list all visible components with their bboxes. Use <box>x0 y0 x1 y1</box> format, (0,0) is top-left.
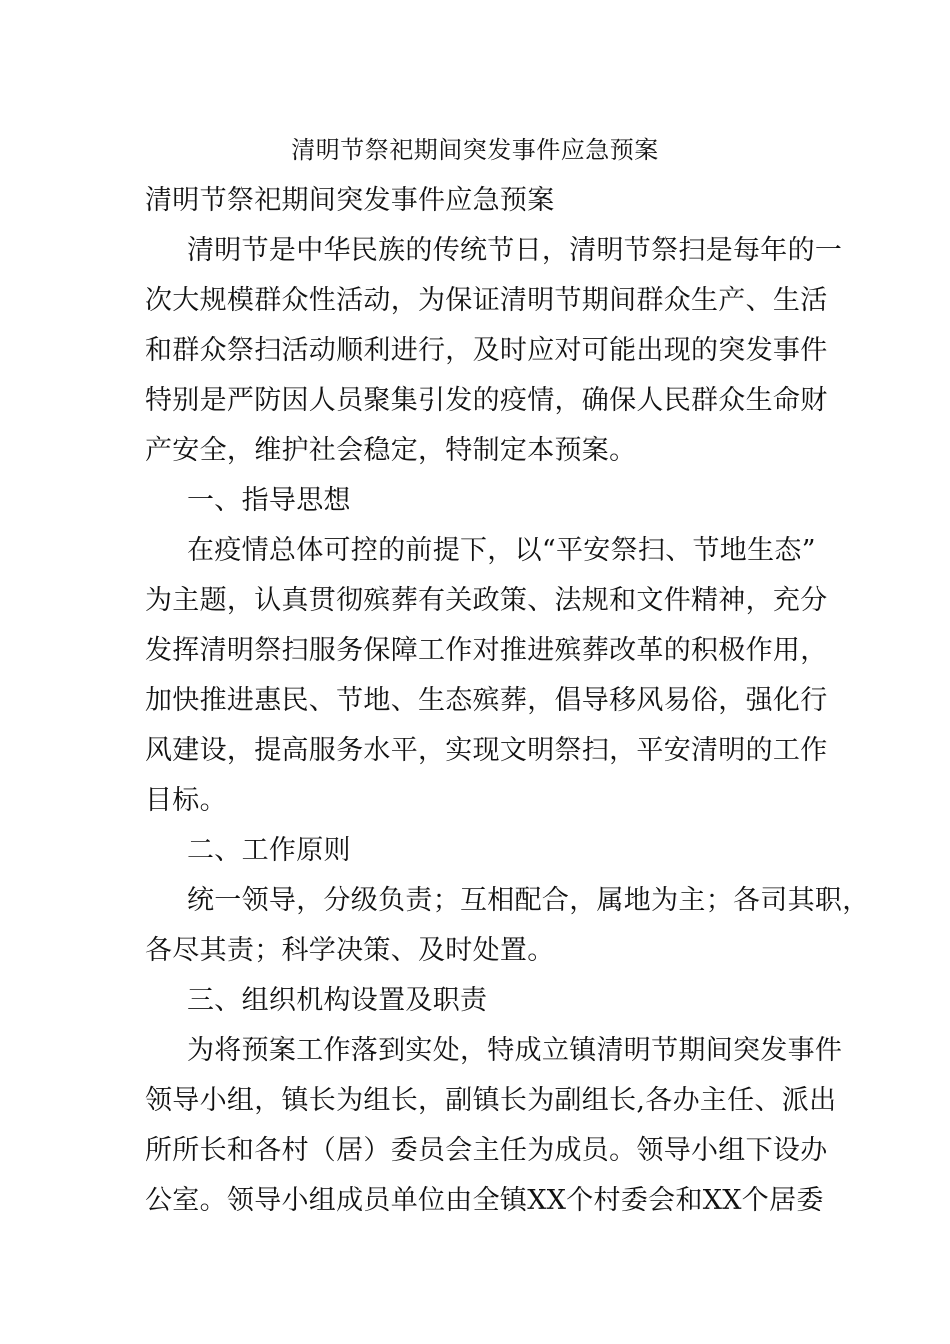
paragraph-line: 公室。领导小组成员单位由全镇XX个村委会和XX个居委 <box>145 1185 824 1216</box>
paragraph-line: 产安全，维护社会稳定，特制定本预案。 <box>145 435 637 466</box>
paragraph-line: 清明节是中华民族的传统节日，清明节祭扫是每年的一 <box>187 235 843 266</box>
document-title: 清明节祭祀期间突发事件应急预案 <box>291 136 659 164</box>
paragraph-line: 发挥清明祭扫服务保障工作对推进殡葬改革的积极作用， <box>145 635 828 666</box>
section-heading: 三、组织机构设置及职责 <box>187 985 488 1016</box>
paragraph-line: 领导小组，镇长为组长，副镇长为副组长,各办主任、派出 <box>145 1085 837 1116</box>
paragraph-line: 在疫情总体可控的前提下，以“平安祭扫、节地生态” <box>187 535 816 566</box>
subtitle-line: 清明节祭祀期间突发事件应急预案 <box>145 185 555 216</box>
paragraph-line: 为主题，认真贯彻殡葬有关政策、法规和文件精神，充分 <box>145 585 828 616</box>
paragraph-line: 统一领导，分级负责；互相配合，属地为主；各司其职， <box>187 885 870 916</box>
paragraph-line: 目标。 <box>145 785 227 816</box>
paragraph-line: 特别是严防因人员聚集引发的疫情，确保人民群众生命财 <box>145 385 828 416</box>
paragraph-line: 加快推进惠民、节地、生态殡葬，倡导移风易俗，强化行 <box>145 685 828 716</box>
paragraph-line: 为将预案工作落到实处，特成立镇清明节期间突发事件 <box>187 1035 843 1066</box>
section-heading: 二、工作原则 <box>187 835 351 866</box>
paragraph-line: 风建设，提高服务水平，实现文明祭扫，平安清明的工作 <box>145 735 828 766</box>
paragraph-line: 和群众祭扫活动顺利进行，及时应对可能出现的突发事件 <box>145 335 828 366</box>
section-heading: 一、指导思想 <box>187 485 351 516</box>
paragraph-line: 所所长和各村（居）委员会主任为成员。领导小组下设办 <box>145 1135 828 1166</box>
paragraph-line: 各尽其责；科学决策、及时处置。 <box>145 935 555 966</box>
document-body <box>145 180 870 1230</box>
paragraph-line: 次大规模群众性活动，为保证清明节期间群众生产、生活 <box>145 285 828 316</box>
